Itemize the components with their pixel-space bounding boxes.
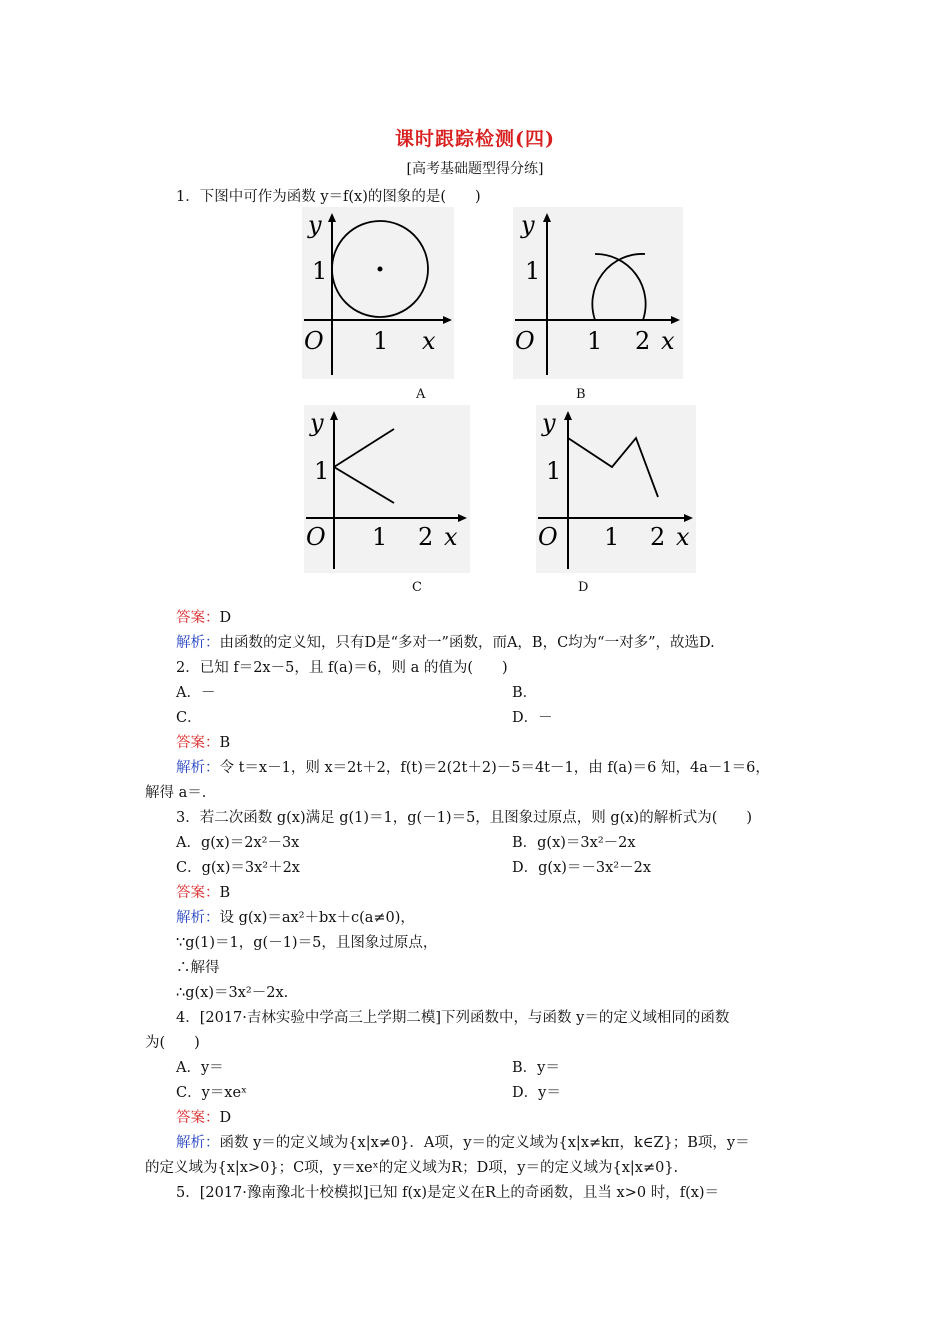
figure-a (302, 207, 454, 379)
analysis-text: 设 g(x)＝ax²＋bx＋c(a≠0)， (219, 910, 415, 926)
fig-b-tick-y1: 1 (525, 257, 541, 285)
q4-answer (176, 1106, 231, 1127)
q2-answer (176, 731, 230, 752)
q3-option-a: A．g(x)＝2x²－3x (176, 835, 300, 851)
answer-value: D (219, 1110, 232, 1126)
fig-d-origin: O (538, 523, 558, 551)
fig-a-tick-x1: 1 (373, 327, 389, 355)
q4-stem-cont: 为( ) (145, 1035, 200, 1051)
q3-answer (176, 881, 230, 902)
analysis-text: 函数 y＝的定义域为{x|x≠0}．A项，y＝的定义域为{x|x≠kπ，k∈Z}；B项，y＝ (219, 1135, 750, 1151)
q2-stem: 2．已知 f＝2x－5，且 f(a)＝6，则 a 的值为( ) (176, 660, 508, 676)
fig-c-origin: O (306, 523, 326, 551)
fig-d-tick-x2: 2 (650, 523, 666, 551)
analysis-text: 令 t＝x－1，则 x＝2t＋2，f(t)＝2(2t＋2)－5＝4t－1，由 f(a)＝6 知，4a－1＝6， (219, 760, 770, 776)
analysis-label: 解析： (176, 760, 220, 776)
q3-step-3: ∴g(x)＝3x²－2x. (176, 985, 289, 1001)
q3-option-b: B．g(x)＝3x²－2x (512, 835, 636, 851)
fig-d-caption: D (578, 580, 589, 595)
q4-option-d: D．y＝ (512, 1085, 561, 1101)
answer-label: 答案： (176, 735, 220, 751)
q4-option-b: B．y＝ (512, 1060, 560, 1076)
q2-option-b: B． (512, 685, 538, 701)
fig-c-y-label: y (310, 409, 324, 437)
fig-b-tick-x1: 1 (587, 327, 603, 355)
fig-b-tick-x2: 2 (635, 327, 651, 355)
q1-analysis (176, 631, 715, 652)
answer-label: 答案： (176, 885, 220, 901)
answer-label: 答案： (176, 610, 220, 626)
figure-d (536, 405, 696, 573)
fig-b-y-label: y (521, 211, 535, 239)
fig-b-x-label: x (661, 327, 675, 355)
q2-option-d: D．－ (512, 710, 553, 726)
figure-c (304, 405, 470, 573)
q4-analysis (176, 1131, 750, 1152)
analysis-label: 解析： (176, 910, 220, 926)
q3-stem: 3．若二次函数 g(x)满足 g(1)＝1，g(－1)＝5，且图象过原点，则 g(x)的解析式为( ) (176, 810, 753, 826)
q2-analysis (176, 756, 770, 777)
fig-a-caption: A (416, 387, 426, 402)
fig-d-x-label: x (676, 523, 690, 551)
answer-value: B (219, 885, 231, 901)
analysis-label: 解析： (176, 1135, 220, 1151)
q2-analysis-cont: 解得 a＝. (145, 785, 207, 801)
q5-stem: 5．[2017·豫南豫北十校模拟]已知 f(x)是定义在R上的奇函数，且当 x>0 时，f(x)＝ (176, 1185, 720, 1201)
fig-d-tick-y1: 1 (546, 457, 562, 485)
q3-step-1: ∵g(1)＝1，g(－1)＝5，且图象过原点， (176, 935, 438, 951)
fig-c-x-label: x (444, 523, 458, 551)
q1-stem: 1．下图中可作为函数 y＝f(x)的图象的是( ) (176, 189, 481, 205)
page-subtitle: [高考基础题型得分练] (406, 161, 544, 177)
q2-option-c: C． (176, 710, 202, 726)
q4-option-c: C．y＝xeˣ (176, 1085, 248, 1101)
fig-c-tick-x2: 2 (418, 523, 434, 551)
fig-a-x-label: x (422, 327, 436, 355)
answer-label: 答案： (176, 1110, 220, 1126)
q4-analysis-cont: 的定义域为{x|x>0}；C项，y＝xeˣ的定义域为R；D项，y＝的定义域为{x|x≠0}. (145, 1160, 679, 1176)
fig-c-caption: C (412, 580, 422, 595)
fig-a-tick-y1: 1 (312, 257, 328, 285)
page-title: 课时跟踪检测(四) (395, 128, 555, 150)
q1-answer (176, 606, 231, 627)
q3-step-2: ∴解得 (176, 960, 220, 976)
fig-b-origin: O (515, 327, 535, 355)
answer-value: D (219, 610, 232, 626)
q4-stem: 4．[2017·吉林实验中学高三上学期二模]下列函数中，与函数 y＝的定义域相同的函数 (176, 1010, 730, 1026)
fig-a-origin: O (304, 327, 324, 355)
q4-option-a: A．y＝ (176, 1060, 224, 1076)
answer-value: B (219, 735, 231, 751)
fig-c-tick-x1: 1 (372, 523, 388, 551)
q3-analysis (176, 906, 415, 927)
analysis-text: 由函数的定义知，只有D是“多对一”函数，而A，B，C均为“一对多”，故选D. (219, 635, 715, 651)
fig-d-tick-x1: 1 (604, 523, 620, 551)
fig-d-y-label: y (542, 409, 556, 437)
figure-b (513, 207, 683, 379)
q3-option-c: C．g(x)＝3x²＋2x (176, 860, 300, 876)
q2-option-a: A．－ (176, 685, 216, 701)
q3-option-d: D．g(x)＝－3x²－2x (512, 860, 652, 876)
analysis-label: 解析： (176, 635, 220, 651)
fig-a-y-label: y (308, 211, 322, 239)
fig-b-caption: B (576, 387, 586, 402)
fig-c-tick-y1: 1 (314, 457, 330, 485)
